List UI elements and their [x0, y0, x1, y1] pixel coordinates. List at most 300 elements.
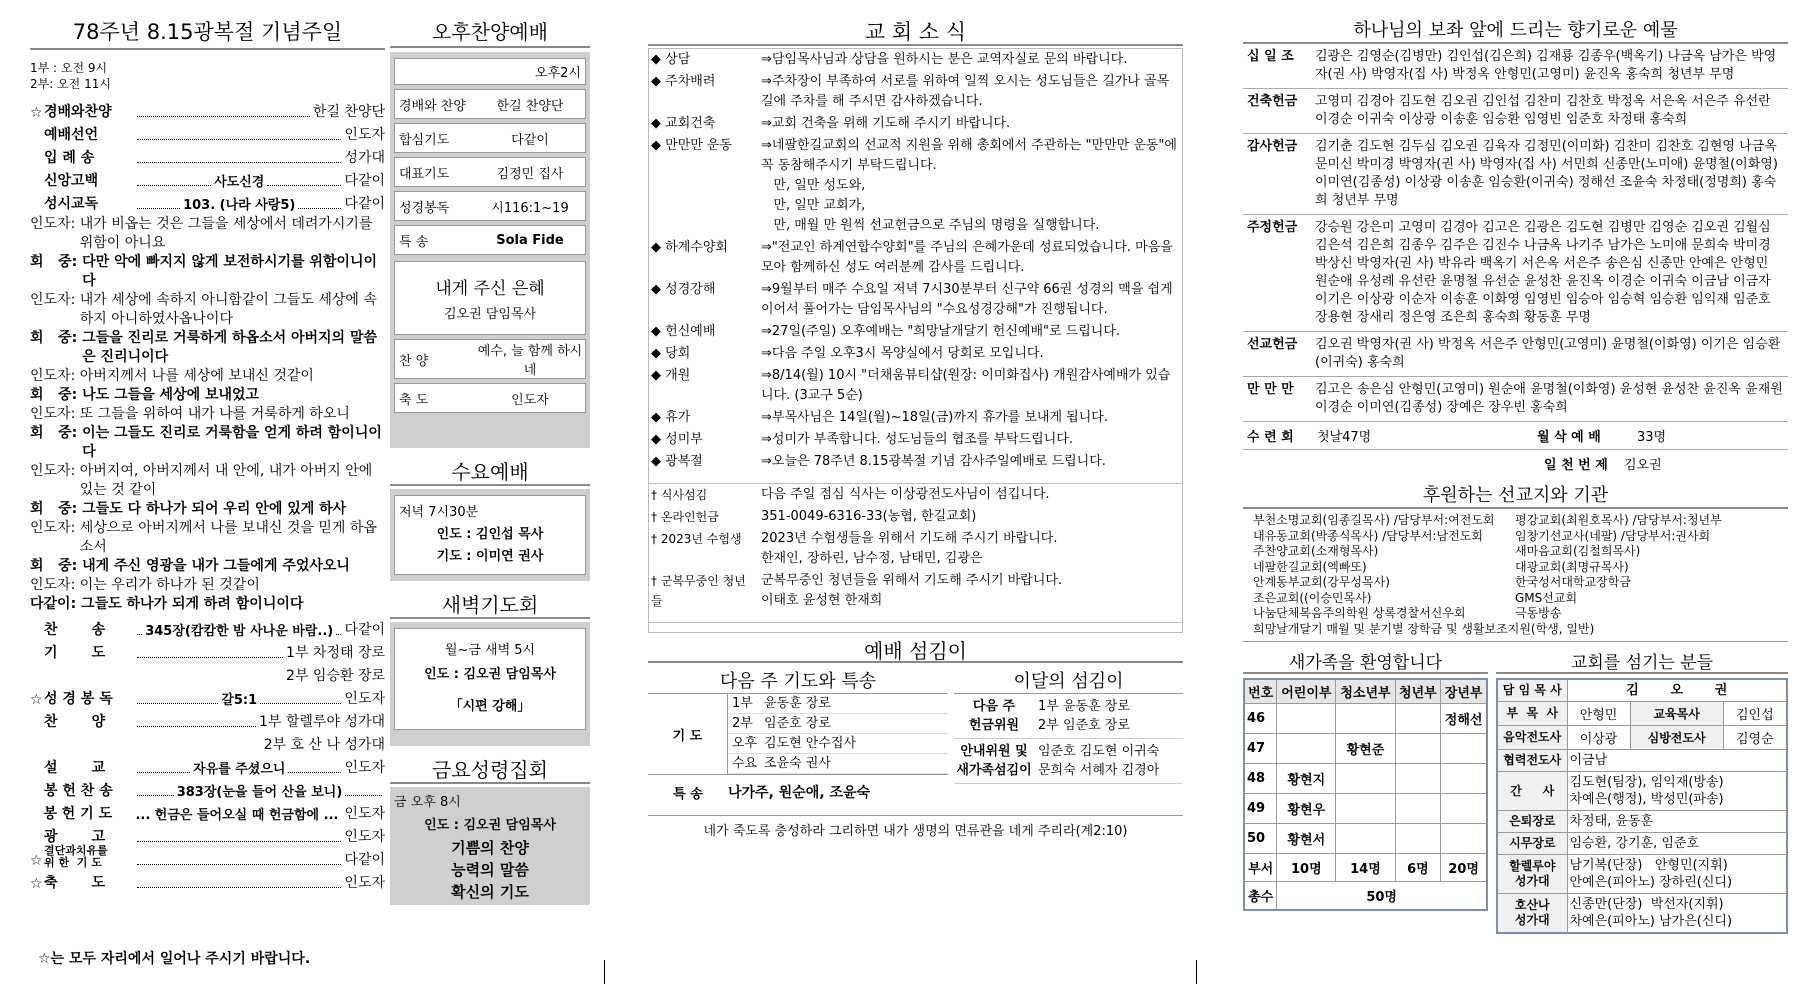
reading-text: 내가 세상에 속하지 아니함같이 그들도 세상에 속하지 아니하였사옵나이다 — [79, 292, 377, 327]
order-leader: 1부 할렐루야 성가대 — [259, 714, 385, 730]
news-body: 교회 건축을 위해 기도해 주시기 바랍니다. — [771, 116, 1011, 131]
newfam-total-row — [1244, 882, 1487, 910]
prayer-person: 윤동훈 장로 — [764, 696, 831, 711]
order-row — [30, 639, 385, 662]
notice-table — [649, 484, 1182, 612]
news-row — [649, 135, 1182, 237]
news-body: "전교인 하계연합수양회"를 주님의 은혜가운데 성료되었습니다. 마음을 모아 함께하신 성도 여러분께 감사를 드립니다. — [761, 240, 1177, 275]
notice-key — [649, 484, 759, 506]
order-label: 성시교독 — [44, 196, 99, 212]
order-label: 봉 헌 찬 송 — [44, 783, 113, 799]
staff-names: 김도현(팀장), 임익재(방송) 차예은(행정), 박성민(파송) — [1567, 772, 1787, 811]
friday-line-3: 확신의 기도 — [451, 883, 529, 901]
staff-table — [1496, 678, 1788, 934]
staff-row — [1497, 679, 1787, 702]
newfam-cell — [1395, 734, 1441, 764]
notice-text: 2023년 수험생들을 위해서 기도해 주시기 바랍니다. 한재인, 장하린, 남수정, 남태민, 김광은 — [761, 531, 1058, 566]
newfam-cell — [1336, 704, 1395, 734]
notice-key — [649, 570, 759, 612]
newfam-cell — [1441, 764, 1487, 794]
news-body: 8/14(월) 10시 "더채움뷰티샵(원장: 이미화집사) 개원감사예배가 있습니다. (3교구 5순) — [761, 368, 1171, 403]
responsive-line — [30, 500, 385, 519]
responsive-line — [30, 462, 385, 500]
order-label: 결단과치유를 위 한 기 도 — [44, 844, 108, 869]
mission-item: GMS선교회 — [1515, 590, 1578, 605]
leader-dots — [137, 772, 190, 773]
news-body: 오늘은 78주년 8.15광복절 기념 감사주일예배로 드립니다. — [771, 454, 1106, 469]
order-leader: 2부 임승환 장로 — [286, 668, 385, 684]
mission-title: 후원하는 선교지와 기관 — [1243, 481, 1788, 509]
order-row — [30, 190, 385, 213]
afternoon-rows-2 — [394, 339, 586, 413]
leader-dots — [137, 795, 174, 796]
mission-item: 내유동교회(박종식목사) /담당부서:남전도회 — [1253, 528, 1483, 543]
staff-row — [1497, 726, 1787, 750]
order-row — [30, 823, 385, 846]
arrow-icon: ⇒ — [761, 116, 772, 131]
service-row — [394, 225, 586, 255]
newfam-cell: 48 — [1244, 764, 1277, 794]
prayer-row — [728, 714, 948, 734]
reading-text: 그들을 진리로 거룩하게 하옵소서 아버지의 말씀은 진리니이다 — [82, 330, 378, 365]
responsive-line — [30, 253, 385, 291]
responsive-line — [30, 215, 385, 253]
separator-2 — [1196, 960, 1197, 984]
newfam-row — [1244, 734, 1487, 764]
responsive-line — [30, 329, 385, 367]
mission-item: 네팔한길교회(엑빠또) — [1253, 559, 1367, 574]
order-row — [30, 846, 385, 869]
prayer-service: 오후 — [732, 736, 758, 751]
notice-text: 351-0049-6316-33(농협, 한길교회) — [761, 509, 977, 524]
news-key — [649, 279, 759, 321]
service-person: 김정민 집사 — [496, 166, 564, 182]
arrow-icon: ⇒ — [761, 74, 772, 89]
prayer-person: 김도현 안수집사 — [764, 736, 857, 751]
newfam-col-header: 청소년부 — [1336, 679, 1395, 704]
order-leader: 인도자 — [344, 829, 385, 845]
news-text — [759, 135, 1182, 237]
news-key — [649, 237, 759, 279]
newfam-dept-cell: 10명 — [1277, 854, 1336, 882]
mission-right — [1515, 513, 1778, 637]
news-table — [649, 49, 1182, 473]
staff-name-c: 김인섭 — [1723, 702, 1787, 726]
wednesday-lead: 인도 : 김인섭 목사 — [436, 527, 544, 542]
news-label: 하계수양회 — [665, 240, 728, 255]
order-item: 갈5:1 — [221, 693, 258, 708]
wednesday-time: 저녁 7시30분 — [399, 505, 479, 520]
order-label: 예배선언 — [44, 127, 99, 143]
worship-value: 33명 — [1637, 430, 1667, 445]
dawn-title: 새벽기도회 — [390, 589, 590, 619]
service-row — [394, 89, 586, 119]
prayer-person: 임준호 장로 — [764, 716, 831, 731]
newfam-cell: 49 — [1244, 794, 1277, 824]
newfam-col-header: 장년부 — [1441, 679, 1487, 704]
news-row — [649, 321, 1182, 343]
arrow-icon: ⇒ — [761, 432, 772, 447]
news-key — [649, 321, 759, 343]
diamond-icon: ◆ — [651, 74, 666, 89]
staff-names: 남기복(단장) 안형민(지휘) 안예은(피아노) 장하린(신디) — [1567, 855, 1787, 894]
service-person: 예수, 늘 함께 하시네 — [477, 344, 583, 378]
wednesday-box — [390, 489, 590, 581]
staff-title: 교회를 섬기는 분들 — [1496, 648, 1788, 674]
offering-names: 김오권 박영자(권 사) 박정옥 서은주 안형민(고영미) 윤명철(이화영) 이기은 임승환(이귀숙) 홍숙희 — [1311, 332, 1788, 377]
order-row — [30, 800, 385, 823]
leader-dots — [137, 726, 256, 727]
reading-text: 내가 비옵는 것은 그들을 세상에서 데려가시기를 위함이 아니요 — [79, 216, 373, 251]
notice-row — [649, 484, 1182, 506]
notice-label: 2023년 수험생 — [660, 532, 742, 546]
leader-dots — [260, 703, 341, 704]
friday-box — [390, 787, 590, 905]
order-row — [30, 616, 385, 639]
speaker: 회 중: — [30, 558, 83, 574]
speaker: 회 중: — [30, 330, 83, 346]
notices-box — [648, 483, 1183, 623]
order-item: 사도신경 — [214, 175, 265, 190]
mission-item: 조은교회((이승민목사) — [1253, 590, 1372, 605]
leader-dots — [137, 841, 341, 842]
newfam-cell — [1395, 764, 1441, 794]
news-label: 성경강해 — [665, 282, 716, 297]
responsive-line — [30, 367, 385, 386]
news-row — [649, 49, 1182, 71]
speaker: 회 중: — [30, 501, 83, 517]
speaker: 인도자: — [30, 577, 80, 593]
news-key — [649, 429, 759, 451]
month-people — [1034, 697, 1183, 735]
newfam-dept-cell: 20명 — [1441, 854, 1487, 882]
responsive-line — [30, 519, 385, 557]
staff-role: 할렐루야 성가대 — [1497, 855, 1567, 894]
month-role: 다음 주 헌금위원 — [968, 699, 1020, 733]
prayer-row — [728, 754, 948, 774]
leader-dots — [288, 772, 341, 773]
leader-dots — [267, 185, 341, 186]
order-row — [30, 121, 385, 144]
order-row — [30, 98, 385, 121]
afternoon-preacher: 김오권 담임목사 — [443, 307, 537, 322]
cross-icon: † — [651, 488, 661, 502]
order-label: 입 례 송 — [44, 150, 95, 166]
diamond-icon: ◆ — [651, 116, 666, 131]
bread-value: 첫날47명 — [1317, 430, 1372, 445]
service-role: 경배와 찬양 — [399, 98, 466, 114]
newfam-cell — [1441, 794, 1487, 824]
responsive-line — [30, 424, 385, 462]
next-title: 다음 주 기도와 특송 — [648, 667, 948, 694]
leader-dots — [137, 634, 142, 635]
reading-text: 그들도 하나가 되게 하려 함이니이다 — [81, 596, 304, 612]
dept-label: 일 천 번 제 — [1544, 458, 1608, 473]
newfam-table — [1243, 678, 1488, 911]
mission-item: 대광교회(최명규목사) — [1515, 559, 1629, 574]
prayer-service: 1부 — [732, 696, 753, 711]
order-item: 자유를 주셨으니 — [193, 762, 286, 777]
news-text — [759, 71, 1182, 113]
leader-dots — [137, 657, 283, 658]
newfam-header — [1244, 679, 1487, 704]
leader-dots — [137, 162, 341, 163]
star-mark: ☆ — [30, 876, 43, 892]
staff-role-b: 교육목사 — [1630, 702, 1723, 726]
staff-row — [1497, 750, 1787, 772]
news-label: 당회 — [665, 346, 691, 361]
arrow-icon: ⇒ — [761, 138, 772, 153]
responsive-line — [30, 291, 385, 329]
newfam-row — [1244, 704, 1487, 734]
mission-item: 새마음교회(김철희목사) — [1515, 544, 1641, 558]
staff-row — [1497, 833, 1787, 855]
cross-icon: † — [651, 510, 661, 524]
staff-section — [1496, 648, 1788, 934]
newfam-total-label: 총수 — [1244, 882, 1277, 910]
order-of-worship-1 — [30, 98, 385, 213]
service-row — [394, 383, 586, 413]
dawn-lead: 인도 : 김오권 담임목사 — [424, 667, 556, 682]
staff-names: 김 오 권 — [1567, 679, 1787, 702]
order-row — [30, 685, 385, 708]
month-person-a: 임준호 김도현 이귀숙 — [1038, 744, 1160, 759]
speaker: 회 중: — [30, 425, 83, 441]
friday-title: 금요성령집회 — [390, 754, 590, 784]
notice-label: 식사섬김 — [660, 488, 708, 502]
order-leader: 인도자 — [344, 760, 386, 776]
friday-line-2: 능력의 말씀 — [451, 861, 529, 879]
news-text — [759, 279, 1182, 321]
mission-item: 한국성서대학교장학금 — [1515, 575, 1631, 589]
special-value: 나가주, 원순애, 조윤숙 — [728, 785, 871, 801]
order-item: 383장(눈을 들어 산을 보니) — [176, 785, 343, 800]
worship-label: 월 삭 예 배 — [1537, 430, 1601, 445]
newfam-cell: 50 — [1244, 824, 1277, 854]
prayer-service: 2부 — [732, 716, 753, 731]
newfam-cell — [1336, 824, 1395, 854]
offering-type: 주정헌금 — [1243, 215, 1311, 332]
notice-text: 다음 주일 점심 식사는 이상광전도사님이 섬깁니다. — [761, 487, 1050, 502]
newfam-col-header: 어린이부 — [1277, 679, 1336, 704]
newfam-cell — [1336, 794, 1395, 824]
news-body: 담임목사님과 상담을 원하시는 분은 교역자실로 문의 바랍니다. — [771, 52, 1128, 67]
month-list — [954, 694, 1183, 784]
service-role: 축 도 — [399, 392, 429, 408]
newfam-cell: 46 — [1244, 704, 1277, 734]
order-row — [30, 777, 385, 800]
offering-row — [1243, 215, 1788, 332]
offering-row — [1243, 377, 1788, 422]
news-body: 주차장이 부족하여 서로를 위하여 일찍 오시는 성도님들은 길가나 골목길에 주차를 해 주시면 감사하겠습니다. — [761, 74, 1170, 109]
order-row — [30, 869, 385, 892]
news-row — [649, 343, 1182, 365]
dept-row — [1243, 450, 1788, 477]
order-row — [30, 662, 385, 685]
service-row — [394, 339, 586, 379]
news-label: 광복절 — [665, 454, 703, 469]
diamond-icon: ◆ — [651, 324, 666, 339]
diamond-icon: ◆ — [651, 240, 666, 255]
news-row — [649, 279, 1182, 321]
newfam-cell — [1336, 764, 1395, 794]
newfam-cell: 황현우 — [1277, 794, 1336, 824]
order-row — [30, 731, 385, 754]
service-role: 찬 양 — [399, 353, 429, 369]
order-leader: 다같이 — [344, 173, 385, 189]
order-item: 345장(캄캄한 밤 사나운 바람..) — [145, 624, 334, 639]
month-person-b: 2부 임준호 장로 — [1038, 718, 1130, 733]
leader-dots — [137, 864, 341, 865]
news-row — [649, 71, 1182, 113]
news-label: 성미부 — [665, 432, 703, 447]
prayer-person: 조윤숙 권사 — [764, 756, 831, 771]
wednesday-title: 수요예배 — [390, 456, 590, 486]
news-row — [649, 429, 1182, 451]
order-row — [30, 144, 385, 167]
separator-1 — [604, 960, 605, 984]
diamond-icon: ◆ — [651, 346, 666, 361]
reading-text: 아버지여, 아버지께서 내 안에, 내가 아버지 안에 있는 것 같이 — [79, 463, 373, 498]
month-person-a: 1부 윤동훈 장로 — [1038, 699, 1130, 714]
dawn-time: 월~금 새벽 5시 — [444, 643, 536, 658]
news-key — [649, 343, 759, 365]
leader-dots — [345, 795, 382, 796]
responsive-reading — [30, 215, 385, 614]
news-key — [649, 451, 759, 473]
wednesday-pray: 기도 : 이미연 권사 — [436, 549, 544, 564]
notice-key — [649, 528, 759, 570]
news-row — [649, 237, 1182, 279]
afternoon-sermon: 내게 주신 은혜 — [435, 279, 545, 299]
service-person: 시116:1~19 — [491, 200, 569, 216]
speaker: 다같이: — [30, 596, 82, 612]
diamond-icon: ◆ — [651, 282, 666, 297]
staff-row — [1497, 702, 1787, 726]
news-text — [759, 343, 1182, 365]
news-key — [649, 49, 759, 71]
newfam-cell — [1395, 824, 1441, 854]
service-times — [30, 60, 385, 92]
leader-dots — [137, 887, 341, 888]
speaker: 인도자: — [30, 216, 80, 232]
col3 — [648, 16, 1183, 976]
arrow-icon: ⇒ — [761, 240, 772, 255]
news-key — [649, 113, 759, 135]
newfam-cell: 정해선 — [1441, 704, 1487, 734]
time-1: 1부 : 오전 9시 — [30, 61, 108, 75]
news-text — [759, 321, 1182, 343]
news-row — [649, 407, 1182, 429]
staff-names: 차정태, 윤동훈 — [1567, 811, 1787, 833]
offering-names: 김광은 김영순(김병만) 김인섭(김은희) 김재룡 김종우(백옥기) 나금옥 남가은 박영자(권 사) 박영자(집 사) 박정옥 안형민(고영미) 윤진옥 홍숙희 청년부 무명 — [1311, 44, 1788, 89]
news-label: 교회건축 — [665, 116, 716, 131]
col1 — [30, 16, 385, 976]
newfam-cell — [1277, 704, 1336, 734]
reading-text: 다만 악에 빠지지 않게 보전하시기를 위함이니이다 — [82, 254, 378, 289]
staff-names: 임승환, 강기훈, 임준호 — [1567, 833, 1787, 855]
leader-dots — [298, 208, 341, 209]
newfam-row — [1244, 824, 1487, 854]
reading-text: 내게 주신 영광을 내가 그들에게 주었사오니 — [82, 558, 350, 574]
service-person: Sola Fide — [496, 232, 564, 248]
service-person: 다같이 — [511, 132, 549, 148]
news-key — [649, 135, 759, 237]
leader-dots — [137, 139, 341, 140]
order-leader: 인도자 — [344, 875, 385, 891]
star-mark: ☆ — [30, 105, 43, 121]
responsive-line — [30, 405, 385, 424]
news-body: 27일(주일) 오후예배는 "희망날개달기 헌신예배"로 드립니다. — [771, 324, 1121, 339]
order-row — [30, 708, 385, 731]
mission-box — [1243, 509, 1788, 642]
news-text — [759, 451, 1182, 473]
prayer-list — [728, 694, 948, 774]
afternoon-box — [390, 52, 590, 448]
this-month — [954, 667, 1183, 809]
staff-role: 부 목 사 — [1497, 702, 1567, 726]
news-row — [649, 365, 1182, 407]
dept-value: 김오권 — [1624, 458, 1662, 473]
reading-text: 아버지께서 나를 세상에 보내신 것같이 — [79, 368, 314, 384]
month-role: 안내위원 및 새가족섬김이 — [956, 744, 1032, 778]
order-label: 봉 헌 기 도 — [43, 806, 113, 822]
staff-row — [1497, 811, 1787, 833]
reading-text: 세상으로 아버지께서 나를 보내신 것을 믿게 하옵소서 — [79, 520, 377, 555]
news-body: 9월부터 매주 수요일 저녁 7시30분부터 신구약 66권 성경의 맥을 쉽게 이어서 풀어가는 담임목사님의 "수요성경강해"가 진행됩니다. — [761, 282, 1177, 317]
newfam-section — [1243, 648, 1488, 934]
newfam-cell — [1395, 794, 1441, 824]
service-role: 성경봉독 — [399, 200, 450, 216]
summary-row — [1243, 422, 1788, 450]
service-person: 인도자 — [511, 392, 549, 408]
service-row — [394, 123, 586, 153]
arrow-icon: ⇒ — [761, 454, 772, 469]
order-item: 103. (나라 사랑5) — [183, 198, 296, 213]
newfam-col-header: 번호 — [1244, 679, 1277, 704]
news-text — [759, 365, 1182, 407]
order-label: 경배와찬양 — [44, 104, 112, 120]
notice-text: 군복무중인 청년들을 위해서 기도해 주시기 바랍니다. 이태호 윤성현 한재희 — [761, 573, 1063, 608]
bible-verse: 네가 죽도록 충성하라 그리하면 내가 생명의 면류관을 네게 주리라(계2:10) — [648, 815, 1183, 839]
mission-item: 안계동부교회(강무성목사) — [1253, 575, 1390, 589]
news-body: 성미가 부족합니다. 성도님들의 협조를 부탁드립니다. — [771, 432, 1073, 447]
newfam-col-header: 청년부 — [1395, 679, 1441, 704]
bottom-section — [1243, 648, 1788, 934]
offering-names: 김기춘 김도현 김두심 김오권 김육자 김정민(이미화) 김찬미 김찬호 김현영 나금옥 문미신 박미경 박영자(권 사) 박영자(집 사) 서민희 신종만(노미애) 윤명철(이화영) 이미연(김종성) 이상광 이송훈 임승환(이귀숙) 정해선 조윤숙 차정태(정명희) 홍숙희 청년부 무명 — [1311, 134, 1788, 215]
mission-item: 평강교회(최원호목사) /담당부서:청년부 — [1515, 513, 1722, 527]
friday-line-1: 기쁨의 찬양 — [451, 839, 529, 857]
newfam-title: 새가족을 환영합니다 — [1243, 648, 1488, 674]
month-row — [954, 694, 1183, 739]
time-2: 2부: 오전 11시 — [30, 77, 111, 91]
staff-names: 이금남 — [1567, 750, 1787, 772]
mission-item: 주찬양교회(소재형목사) — [1253, 544, 1379, 558]
responsive-line — [30, 386, 385, 405]
order-leader: 다같이 — [344, 196, 385, 212]
staff-role-b: 심방전도사 — [1630, 726, 1723, 750]
order-item: ... 헌금은 들어오실 때 헌금함에 ... — [135, 808, 339, 823]
diamond-icon: ◆ — [651, 432, 666, 447]
bread-label: 수 련 회 — [1247, 430, 1294, 445]
notice-label: 온라인헌금 — [660, 510, 719, 524]
order-leader: 다같이 — [344, 852, 385, 868]
month-people — [1034, 742, 1183, 780]
arrow-icon: ⇒ — [761, 368, 772, 383]
staff-role: 담 임 목 사 — [1497, 679, 1567, 702]
dawn-box — [390, 622, 590, 746]
reading-text: 이는 우리가 하나가 된 것같이 — [79, 577, 260, 593]
